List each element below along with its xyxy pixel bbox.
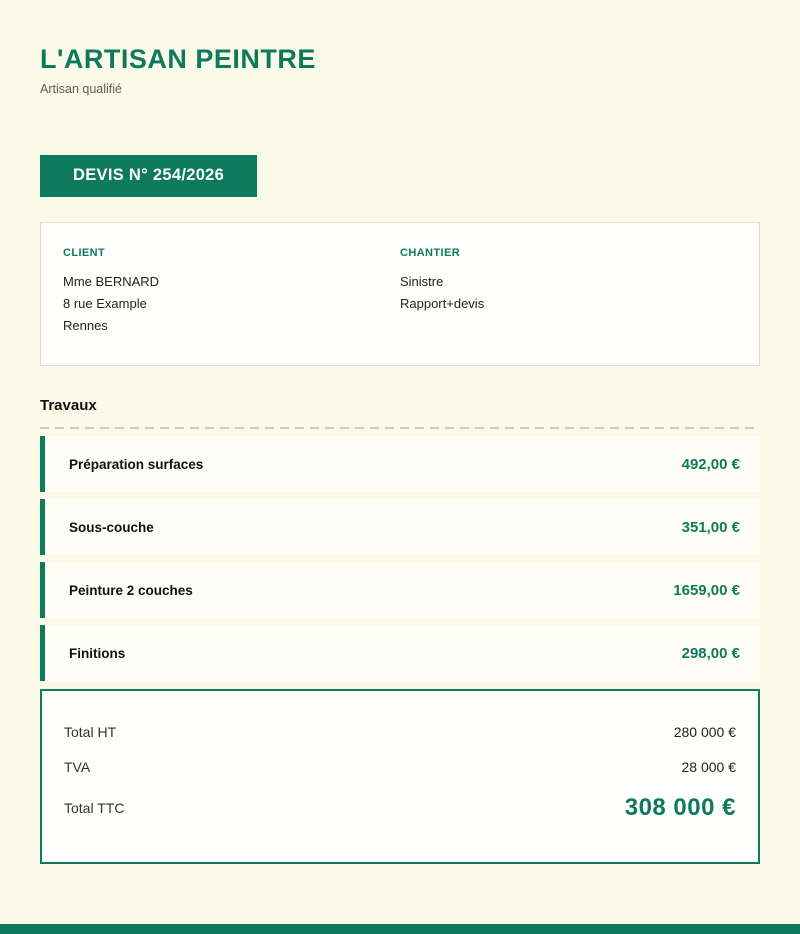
devis-number-banner: DEVIS N° 254/2026 (40, 155, 257, 197)
total-ht-value: 280 000 € (673, 724, 736, 740)
line-item-label: Préparation surfaces (69, 456, 204, 472)
footer-accent-bar (0, 924, 800, 934)
line-item-amount: 351,00 € (681, 518, 740, 536)
total-ttc-row (64, 785, 736, 832)
line-item-amount: 298,00 € (681, 644, 740, 662)
total-ht-label: Total HT (64, 724, 117, 740)
chantier-section (400, 247, 737, 337)
company-subtitle: Artisan qualifié (40, 82, 122, 96)
line-item-amount: 492,00 € (681, 455, 740, 473)
line-item-label: Sous-couche (69, 519, 154, 535)
tva-label: TVA (64, 759, 91, 775)
totals-box (40, 689, 760, 864)
total-ht-row (64, 715, 736, 750)
total-ttc-label: Total TTC (64, 800, 125, 816)
dashed-divider (40, 427, 760, 429)
total-ttc-value: 308 000 € (624, 794, 736, 821)
travaux-heading: Travaux (40, 397, 97, 414)
client-chantier-box (40, 222, 760, 366)
line-item (40, 625, 760, 681)
client-address: 8 rue Example (63, 296, 147, 311)
company-title: L'ARTISAN PEINTRE (40, 44, 316, 74)
client-label: CLIENT (63, 247, 106, 259)
line-item (40, 499, 760, 555)
client-name: Mme BERNARD (63, 274, 160, 289)
line-item (40, 436, 760, 492)
client-city: Rennes (63, 318, 108, 333)
chantier-type: Sinistre (400, 274, 444, 289)
line-item-label: Finitions (69, 645, 126, 661)
client-section (63, 247, 400, 337)
chantier-label: CHANTIER (400, 247, 461, 259)
line-item-amount: 1659,00 € (673, 581, 740, 599)
tva-row (64, 750, 736, 785)
tva-value: 28 000 € (681, 759, 736, 775)
chantier-detail: Rapport+devis (400, 296, 485, 311)
line-item (40, 562, 760, 618)
line-item-label: Peinture 2 couches (69, 582, 193, 598)
